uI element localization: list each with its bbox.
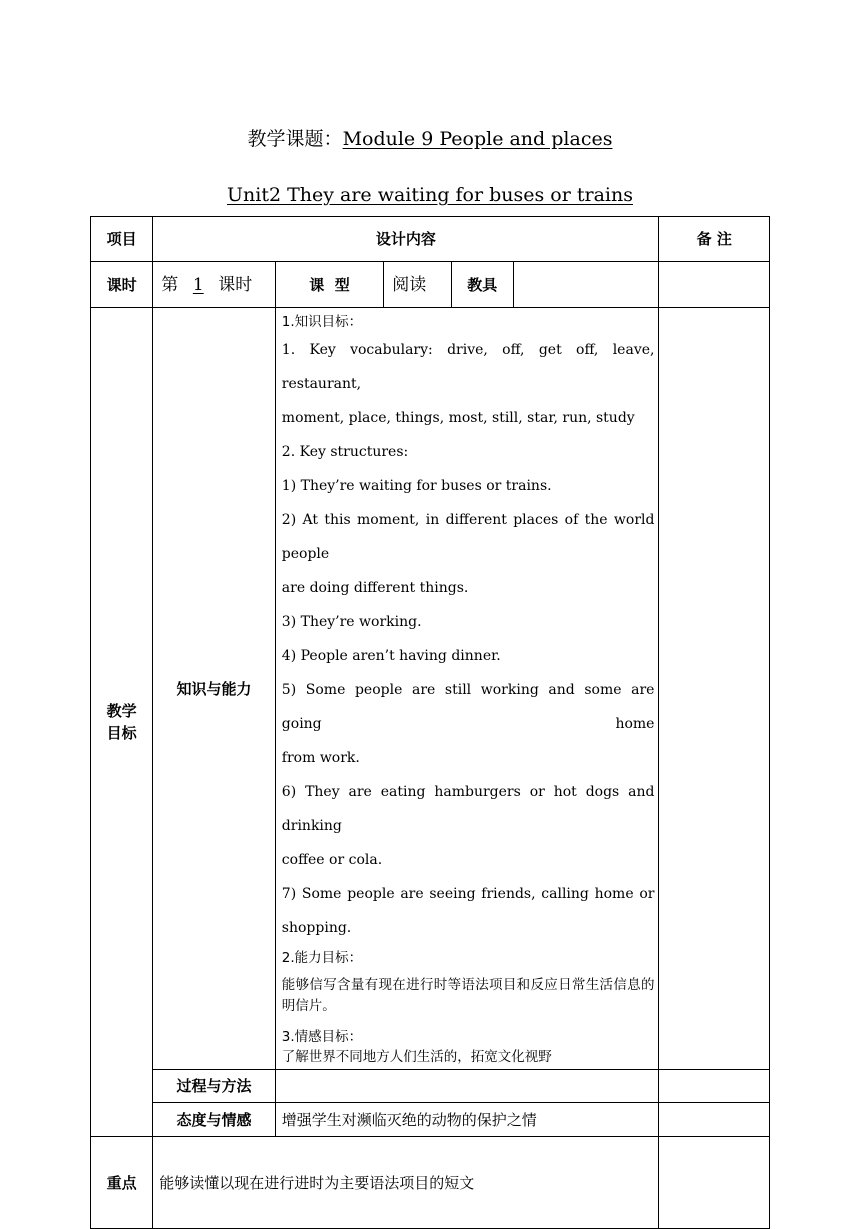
knowledge-content [275, 308, 659, 1070]
knowledge-notes [659, 308, 770, 1070]
tools-value [513, 262, 659, 308]
knowledge-heading: 1.知识目标： [281, 314, 363, 330]
topic-title: Module 9 People and places [342, 128, 613, 150]
lesson-label: 课时 [91, 262, 153, 308]
type-value: 阅读 [384, 262, 451, 308]
process-notes [659, 1070, 770, 1103]
unit-title-line [0, 182, 860, 208]
structure-5-line2: from work. [281, 750, 360, 766]
structures-heading: 2. Key structures: [281, 444, 409, 460]
header-row [91, 217, 770, 262]
lesson-prefix: 第 [161, 274, 179, 295]
structure-1: 1) They’re waiting for buses or trains. [281, 478, 552, 494]
vocab-line1: 1. Key vocabulary: drive, off, get off, leave, restaurant, [281, 342, 655, 392]
process-label: 过程与方法 [153, 1070, 276, 1103]
key-points-value: 能够读懂以现在进行进时为主要语法项目的短文 [153, 1137, 659, 1229]
structure-2-line1: 2) At this moment, in different places of the world people [281, 512, 655, 562]
lesson-number: 1 [192, 274, 204, 295]
process-row [91, 1070, 770, 1103]
structure-2-line2: are doing different things. [281, 580, 469, 596]
ability-heading: 2.能力目标： [281, 950, 363, 966]
objectives-label-line1: 教学 [106, 702, 137, 720]
knowledge-label: 知识与能力 [153, 308, 276, 1070]
col-notes-header: 备 注 [659, 217, 770, 262]
key-points-label: 重点 [91, 1137, 153, 1229]
ability-text: 能够信写含量有现在进行时等语法项目和反应日常生活信息的明信片。 [281, 977, 655, 1014]
key-points-notes [659, 1137, 770, 1229]
key-points-row [91, 1137, 770, 1229]
tools-label: 教具 [451, 262, 513, 308]
attitude-value: 增强学生对濒临灭绝的动物的保护之情 [275, 1103, 659, 1137]
lesson-plan-table [90, 216, 770, 1229]
attitude-label: 态度与情感 [153, 1103, 276, 1137]
objectives-label-line2: 目标 [106, 724, 137, 742]
structure-7-line1: 7) Some people are seeing friends, calling home or [281, 886, 655, 902]
vocab-line2: moment, place, things, most, still, star, run, study [281, 410, 635, 426]
lesson-suffix: 课时 [218, 274, 253, 295]
type-label: 课 型 [275, 262, 383, 308]
emotion-text: 了解世界不同地方人们生活的，拓宽文化视野 [281, 1049, 552, 1065]
structure-4: 4) People aren’t having dinner. [281, 648, 501, 664]
attitude-notes [659, 1103, 770, 1137]
lesson-count-cell [153, 262, 276, 308]
lesson-row [91, 262, 770, 308]
structure-7-line2: shopping. [281, 920, 352, 936]
unit-title: Unit2 They are waiting for buses or trains [227, 184, 633, 206]
lesson-topic [0, 126, 860, 152]
lesson-notes [659, 262, 770, 308]
structure-3: 3) They’re working. [281, 614, 422, 630]
col-item-header: 项目 [91, 217, 153, 262]
structure-6-line1: 6) They are eating hamburgers or hot dogs and drinking [281, 784, 655, 834]
knowledge-row [91, 308, 770, 1070]
topic-label: 教学课题： [247, 128, 343, 150]
emotion-heading: 3.情感目标： [281, 1029, 363, 1045]
structure-6-line2: coffee or cola. [281, 852, 383, 868]
process-value [275, 1070, 659, 1103]
col-design-header: 设计内容 [153, 217, 659, 262]
objectives-label [91, 308, 153, 1137]
structure-5-line1: 5) Some people are still working and some are going home [281, 682, 655, 732]
attitude-row [91, 1103, 770, 1137]
